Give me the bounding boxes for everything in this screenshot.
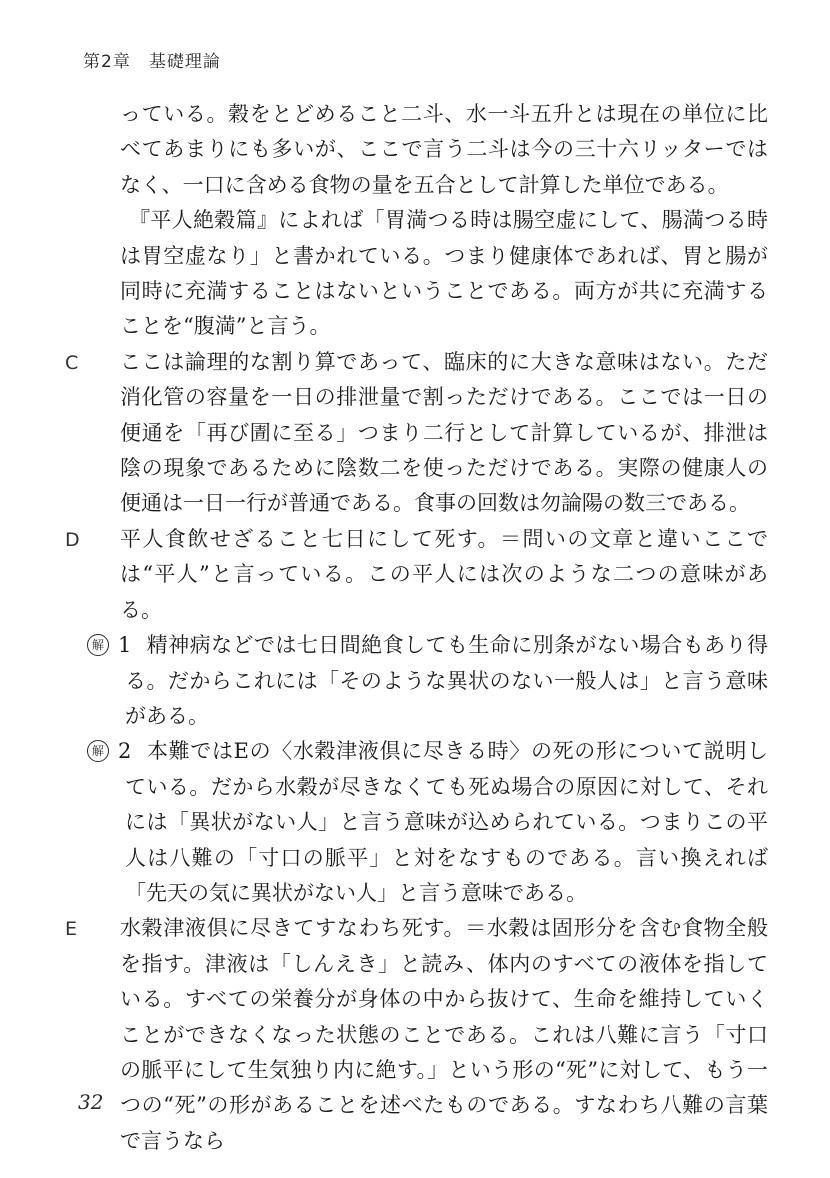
section-text: 平人食飲せざること七日にして死す。＝問いの文章と違いここでは“平人”と言っている。この平人には次のような二つの意味がある。: [120, 526, 768, 622]
section-label-e: E: [65, 918, 78, 941]
kai-item-2: [91, 734, 768, 911]
kai-item-number: 1: [118, 633, 132, 658]
kai-item-text: 精神病などでは七日間絶食しても生命に別条がない場合もあり得る。だからこれには「そのような異状のない一般人は」と言う意味がある。: [125, 633, 768, 728]
kai-circle-icon: 解: [87, 740, 109, 762]
section-text: ここは論理的な割り算であって、臨床的に大きな意味はない。ただ消化管の容量を一日の排泄量で割っただけである。ここでは一日の便通を「再び圊に至る」つまり二行として計算しているが、排泄は陰の現象であるために陰数二を使っただけである。実際の健康人の便通は一日一行が普通である。食事の回数は勿論陽の数三である。: [120, 349, 768, 516]
kai-item-text: 本難ではEの〈水穀津液倶に尽きる時〉の死の形について説明している。だから水穀が尽きなくても死ぬ場合の原因に対して、それには「異状がない人」と言う意味が込められている。つまりこの平人は八難の「寸口の脈平」と対をなすものである。言い換えれば「先天の気に異状がない人」と言う意味である。: [125, 739, 768, 905]
section-item-d: [65, 522, 768, 628]
chapter-header: 第2章 基礎理論: [83, 52, 221, 72]
paragraph-continuation: っている。穀をとどめること二斗、水一斗五升とは現在の単位に比べてあまりにも多いが、ここで言う二斗は今の三十六リッターではなく、一口に含める食物の量を五合として計算した単位である。: [120, 102, 768, 197]
page-number: 32: [78, 1090, 104, 1114]
paragraph: 『平人絶穀篇』によれば「胃満つる時は腸空虚にして、腸満つる時は胃空虚なり」と書かれている。つまり健康体であれば、胃と腸が同時に充満することはないということである。両方が共に充満することを“腹満”と言う。: [120, 208, 768, 339]
section-label-d: D: [65, 528, 80, 551]
kai-item-1: [91, 628, 768, 734]
kai-circle-icon: 解: [87, 634, 109, 656]
section-label-c: C: [65, 351, 79, 374]
kai-item-number: 2: [118, 739, 132, 764]
section-text: 水穀津液倶に尽きてすなわち死す。＝水穀は固形分を含む食物全般を指す。津液は「しんえき」と読み、体内のすべての液体を指している。すべての栄養分が身体の中から抜けて、生命を維持していくことができなくなった状態のことである。これは八難に言う「寸口の脈平にして生気独り内に絶す。」という形の“死”に対して、もう一つの“死”の形があることを述べたものである。すなわち八難の言葉で言うなら: [120, 916, 768, 1153]
section-item-c: [65, 345, 768, 522]
